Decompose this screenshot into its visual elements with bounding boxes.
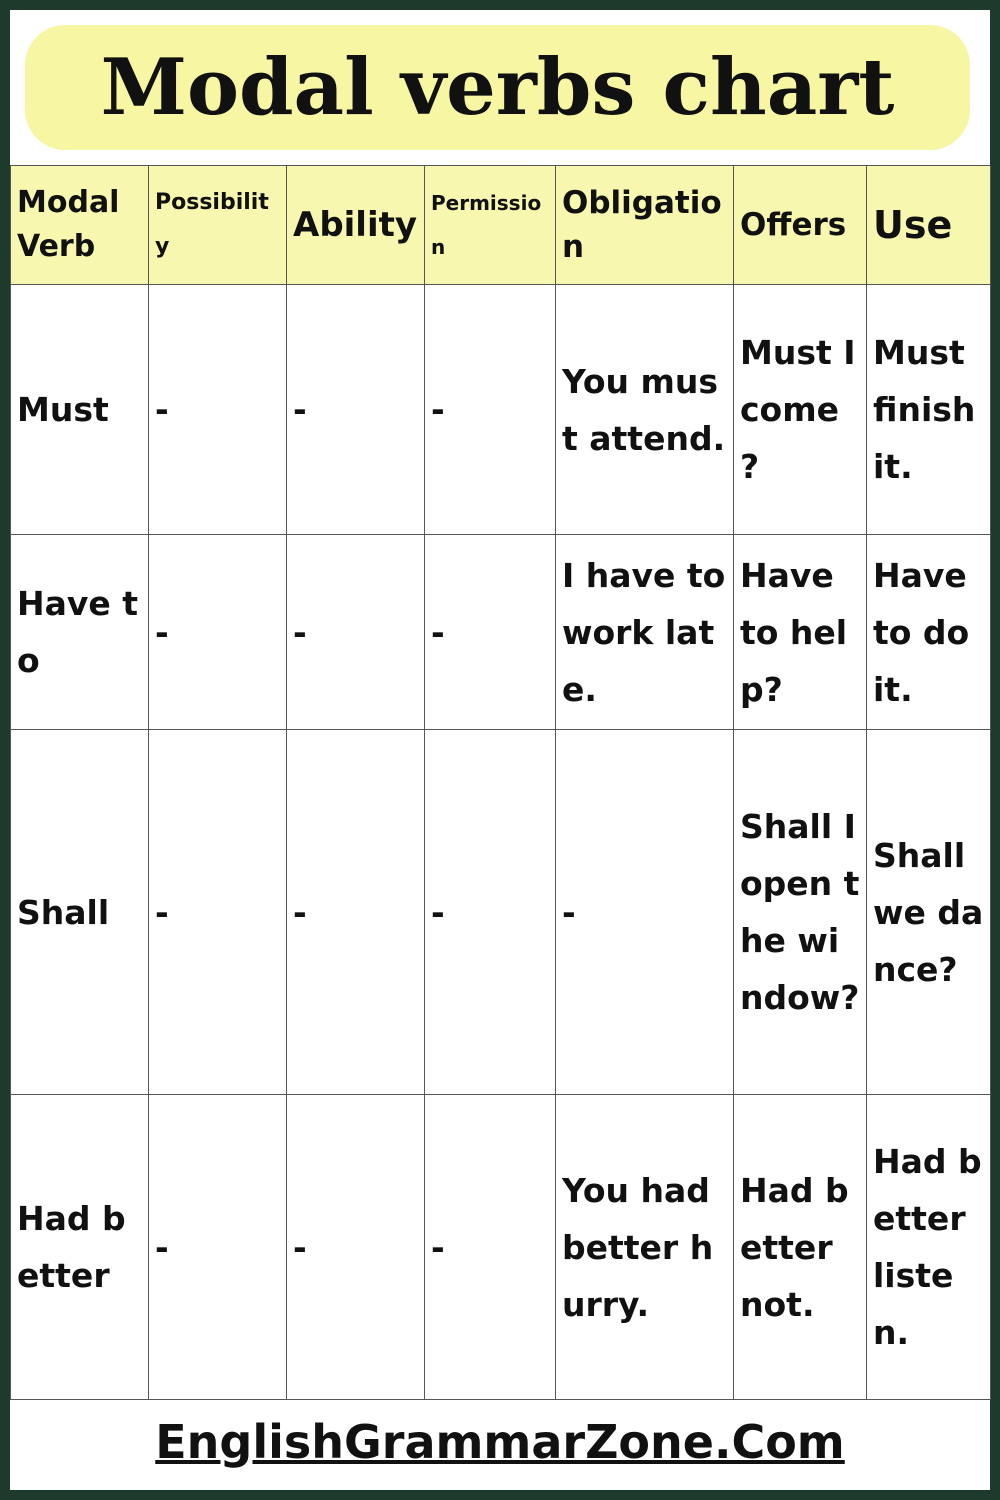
site-footer [10, 1415, 990, 1469]
table-row [11, 535, 991, 730]
header-row [11, 166, 991, 285]
cell: - [149, 730, 287, 1095]
cell: - [287, 285, 425, 535]
cell: - [149, 285, 287, 535]
header-obligation: Obligation [556, 166, 734, 285]
cell: Must finish it. [867, 285, 991, 535]
cell: Must [11, 285, 149, 535]
header-offers: Offers [734, 166, 867, 285]
modal-verbs-table [10, 165, 991, 1400]
cell: - [425, 1095, 556, 1400]
header-possibility: Possibility [149, 166, 287, 285]
table-row [11, 1095, 991, 1400]
cell: Had better [11, 1095, 149, 1400]
cell: Must I come ? [734, 285, 867, 535]
cell: - [287, 1095, 425, 1400]
cell: Had better not. [734, 1095, 867, 1400]
header-use: Use [867, 166, 991, 285]
cell: Shall [11, 730, 149, 1095]
cell: - [556, 730, 734, 1095]
cell: - [287, 535, 425, 730]
cell: - [425, 285, 556, 535]
site-link[interactable]: EnglishGrammarZone.Com [155, 1415, 845, 1469]
cell: You had better hurry. [556, 1095, 734, 1400]
cell: Shall we dance? [867, 730, 991, 1095]
cell: You must attend. [556, 285, 734, 535]
cell: Have to [11, 535, 149, 730]
cell: I have to work late. [556, 535, 734, 730]
cell: - [425, 730, 556, 1095]
cell: Have to help? [734, 535, 867, 730]
table-row [11, 285, 991, 535]
page-title: Modal verbs chart [25, 25, 970, 150]
cell: Had better listen. [867, 1095, 991, 1400]
header-ability: Ability [287, 166, 425, 285]
cell: - [425, 535, 556, 730]
header-modal-verb: Modal Verb [11, 166, 149, 285]
chart-frame [10, 10, 990, 1490]
cell: - [287, 730, 425, 1095]
cell: - [149, 1095, 287, 1400]
cell: Have to do it. [867, 535, 991, 730]
table-row [11, 730, 991, 1095]
header-permission: Permission [425, 166, 556, 285]
cell: Shall I open the window? [734, 730, 867, 1095]
cell: - [149, 535, 287, 730]
